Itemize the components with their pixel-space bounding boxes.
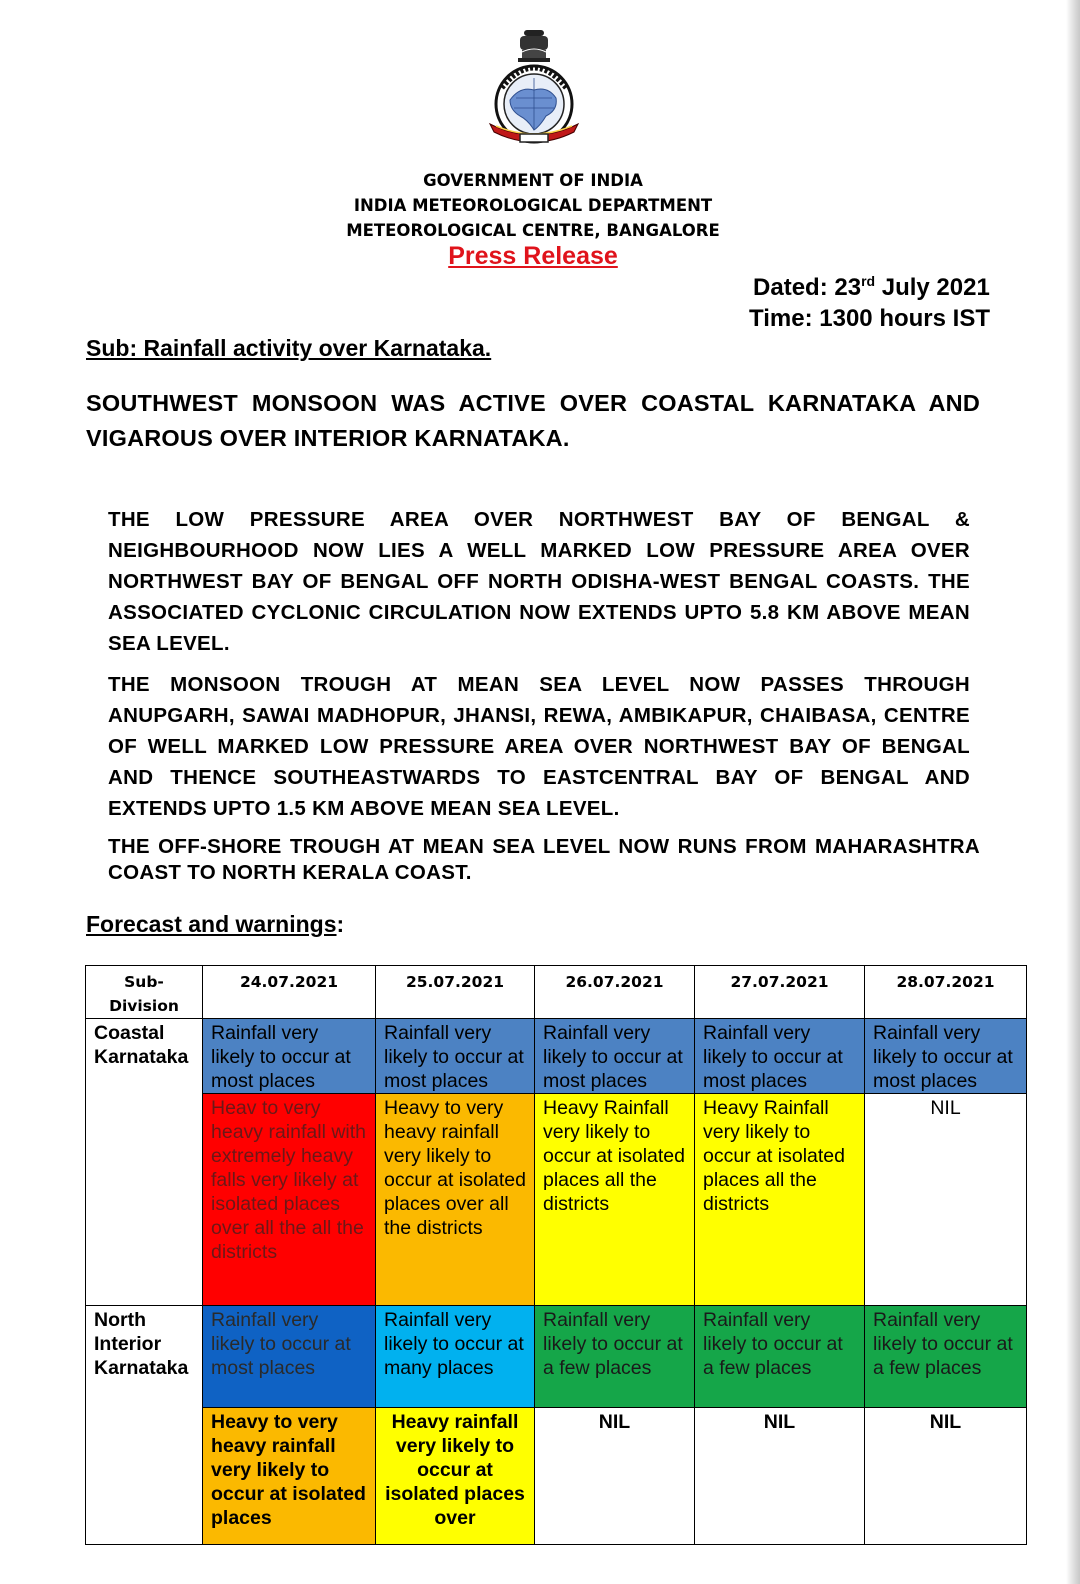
warning-cell: NIL (695, 1408, 865, 1545)
dated-month-year: July 2021 (875, 274, 990, 301)
warning-cell: Heavy Rainfall very likely to occur at isolated places all the districts (695, 1094, 865, 1306)
header-date: 27.07.2021 (695, 966, 865, 1019)
table-row (86, 1408, 1027, 1545)
table-row (86, 1094, 1027, 1306)
imd-emblem-logo (482, 28, 586, 146)
header-subdivision: Sub-Division (86, 966, 203, 1019)
warning-cell: NIL (535, 1408, 695, 1545)
forecast-cell: Rainfall very likely to occur at a few places (695, 1306, 865, 1408)
table-header-row (86, 966, 1027, 1019)
forecast-cell: Rainfall very likely to occur at most places (203, 1306, 376, 1408)
paragraph-monsoon-trough: THE MONSOON TROUGH AT MEAN SEA LEVEL NOW PASSES THROUGH ANUPGARH, SAWAI MADHOPUR, JHANSI, REWA, AMBIKAPUR, CHAIBASA, CENTRE OF WELL MARKED LOW PRESSURE AREA OVER NORTHWEST BAY OF BENGAL AND THENCE SOUTHEASTWARDS TO EASTCENTRAL BAY OF BENGAL AND EXTENDS UPTO 1.5 KM ABOVE MEAN SEA LEVEL. (108, 673, 970, 820)
forecast-cell: Rainfall very likely to occur at most places (865, 1019, 1027, 1094)
forecast-cell: Rainfall very likely to occur at a few places (535, 1306, 695, 1408)
warning-cell: Heavy Rainfall very likely to occur at isolated places all the districts (535, 1094, 695, 1306)
page-edge-shadow (1066, 0, 1080, 1584)
warning-cell: NIL (865, 1094, 1027, 1306)
subdivision-coastal: Coastal Karnataka (86, 1019, 203, 1306)
header-government: GOVERNMENT OF INDIA (423, 171, 643, 190)
forecast-cell: Rainfall very likely to occur at a few places (865, 1306, 1027, 1408)
forecast-cell: Rainfall very likely to occur at most places (376, 1019, 535, 1094)
header-date: 26.07.2021 (535, 966, 695, 1019)
dated-label: Dated: 23 (753, 274, 862, 301)
warning-cell: Heavy to very heavy rainfall very likely to occur at isolated places over all the districts (376, 1094, 535, 1306)
time-label: Time: 1300 hours IST (749, 305, 990, 332)
header-centre: METEOROLOGICAL CENTRE, BANGALORE (346, 221, 720, 240)
warning-cell: Heavy to very heavy rainfall very likely to occur at isolated places (203, 1408, 376, 1545)
table-row (86, 1306, 1027, 1408)
date-time-block (749, 272, 990, 334)
forecast-table (85, 965, 1027, 1545)
headline: SOUTHWEST MONSOON WAS ACTIVE OVER COASTAL KARNATAKA AND VIGAROUS OVER INTERIOR KARNATAKA. (86, 390, 980, 451)
header-date: 24.07.2021 (203, 966, 376, 1019)
forecast-cell: Rainfall very likely to occur at most places (535, 1019, 695, 1094)
warning-cell: NIL (865, 1408, 1027, 1545)
table-row (86, 1019, 1027, 1094)
subdivision-north-interior: North Interior Karnataka (86, 1306, 203, 1545)
warning-cell: Heavy rainfall very likely to occur at isolated places over (376, 1408, 535, 1545)
forecast-cell: Rainfall very likely to occur at most places (203, 1019, 376, 1094)
forecast-cell: Rainfall very likely to occur at many places (376, 1306, 535, 1408)
warning-cell: Heav to very heavy rainfall with extremely heavy falls very likely at isolated places over all the all the districts (203, 1094, 376, 1306)
paragraph-offshore-trough: THE OFF-SHORE TROUGH AT MEAN SEA LEVEL NOW RUNS FROM MAHARASHTRA COAST TO NORTH KERALA COAST. (108, 835, 980, 884)
header-department: INDIA METEOROLOGICAL DEPARTMENT (353, 196, 713, 215)
press-release-title: Press Release (448, 242, 618, 270)
subject-line: Sub: Rainfall activity over Karnataka. (86, 335, 492, 361)
header-date: 28.07.2021 (865, 966, 1027, 1019)
header-date: 25.07.2021 (376, 966, 535, 1019)
dated-suffix: rd (861, 273, 876, 289)
forecast-heading: Forecast and warnings: (86, 911, 345, 937)
paragraph-low-pressure: THE LOW PRESSURE AREA OVER NORTHWEST BAY OF BENGAL & NEIGHBOURHOOD NOW LIES A WELL MARKED LOW PRESSURE AREA OVER NORTHWEST BAY OF BENGAL OFF NORTH ODISHA-WEST BENGAL COASTS. THE ASSOCIATED CYCLONIC CIRCULATION NOW EXTENDS UPTO 5.8 KM ABOVE MEAN SEA LEVEL. (108, 508, 970, 655)
forecast-cell: Rainfall very likely to occur at most places (695, 1019, 865, 1094)
